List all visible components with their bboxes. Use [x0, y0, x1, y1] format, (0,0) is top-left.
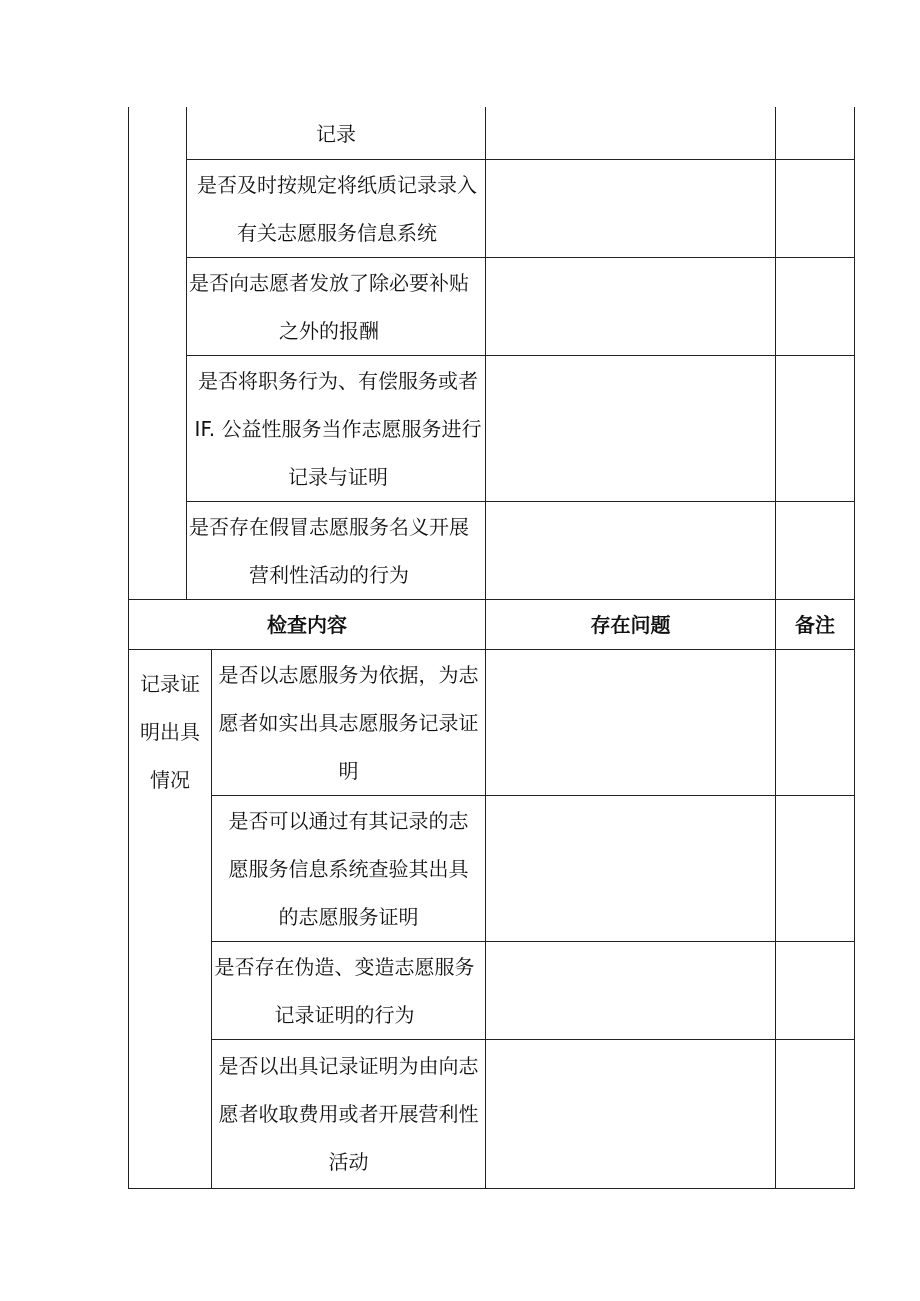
check-item: 是否及时按规定将纸质记录录入有关志愿服务信息系统 — [197, 172, 477, 245]
check-item: 记录 — [316, 121, 356, 146]
check-item: 是否将职务行为、有偿服务或者IF. 公益性服务当作志愿服务进行记录与证明 — [194, 368, 482, 489]
table-bottom-line — [128, 1188, 855, 1189]
header-remarks: 备注 — [795, 612, 835, 637]
header-content: 检查内容 — [267, 612, 347, 637]
check-item: 是否向志愿者发放了除必要补贴之外的报酬 — [189, 270, 469, 343]
check-item: 是否存在伪造、变造志愿服务记录证明的行为 — [214, 954, 475, 1027]
check-item: 是否以出具记录证明为由向志愿者收取费用或者开展营利性活动 — [218, 1054, 479, 1174]
table-border-right — [854, 107, 855, 1189]
check-item: 是否存在假冒志愿服务名义开展营利性活动的行为 — [189, 514, 469, 587]
check-item: 是否以志愿服务为依据，为志愿者如实出具志愿服务记录证明 — [218, 662, 479, 783]
check-item: 是否可以通过有其记录的志愿服务信息系统查验其出具的志愿服务证明 — [228, 808, 469, 929]
category-label: 记录证明出具情况 — [140, 672, 200, 792]
header-issues: 存在问题 — [590, 612, 671, 637]
